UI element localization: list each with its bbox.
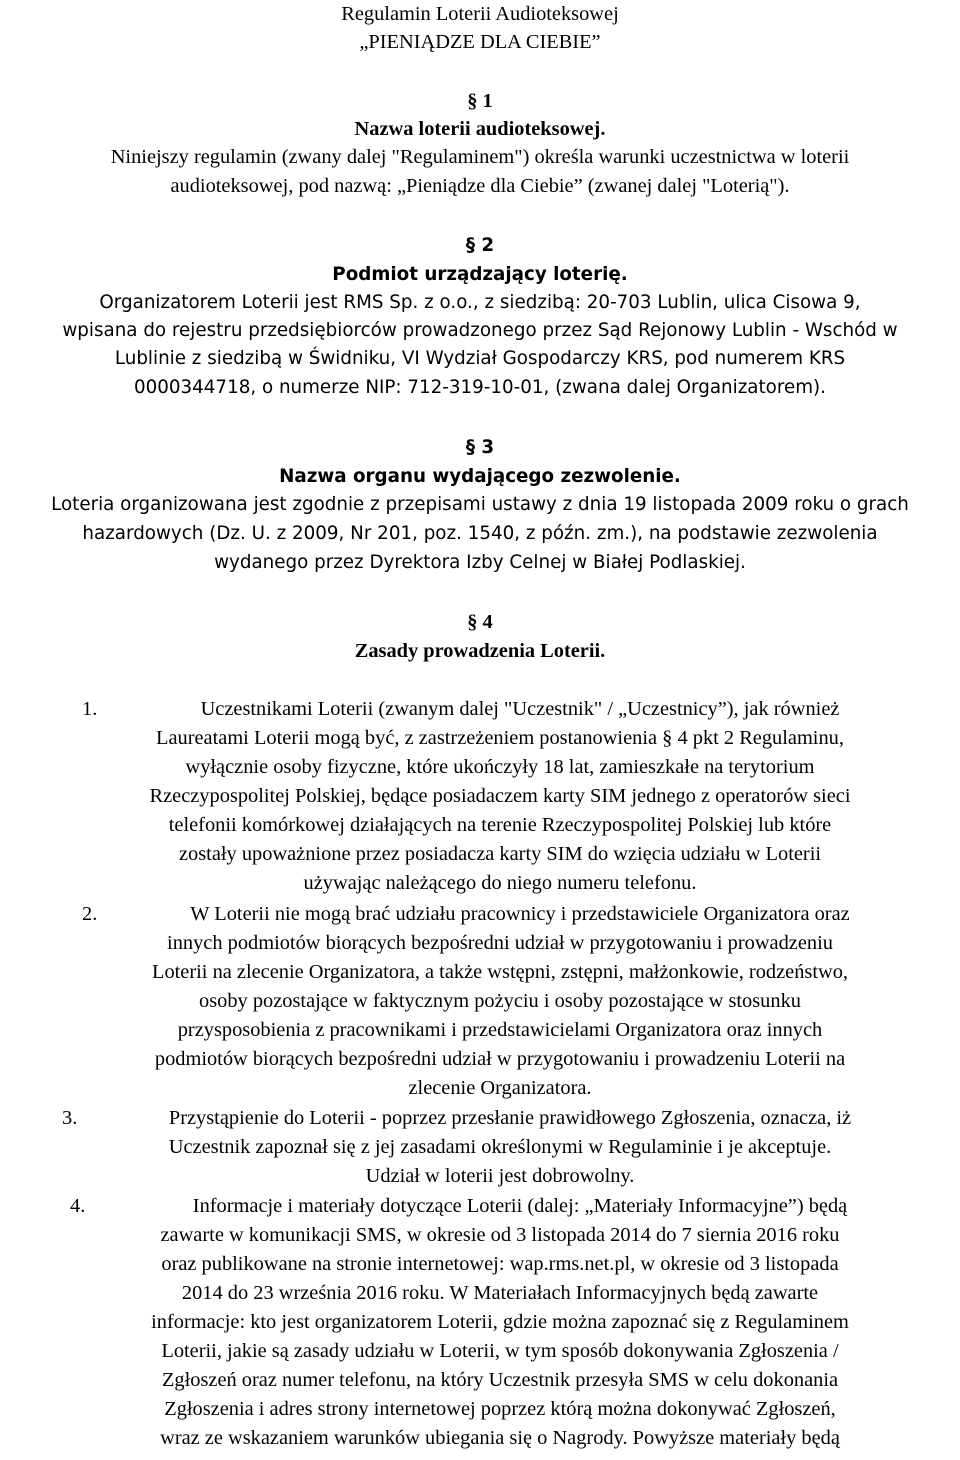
section-2-text-line: wpisana do rejestru przedsiębiorców prowadzonego przez Sąd Rejonowy Lublin - Wschód w: [62, 320, 898, 341]
item-4-text-line: oraz publikowane na stronie internetowej: wap.rms.net.pl, w okresie od 3 listopada: [161, 1253, 839, 1275]
section-3-heading: Nazwa organu wydającego zezwolenie.: [279, 466, 681, 487]
item-4-text-line: Zgłoszenia i adres strony internetowej poprzez którą można dokonywać Zgłoszeń,: [164, 1398, 836, 1420]
item-3-text-line: Przystąpienie do Loterii - poprzez przesłanie prawidłowego Zgłoszenia, oznacza, iż: [168, 1107, 852, 1129]
item-4-text-line: Zgłoszeń oraz numer telefonu, na który Uczestnik przesyła SMS w celu dokonania: [161, 1369, 839, 1391]
item-3-text-line: Udział w loterii jest dobrowolny.: [365, 1165, 635, 1187]
item-4-text-line: wraz ze wskazaniem warunków ubiegania się o Nagrody. Powyższe materiały będą: [160, 1427, 840, 1449]
item-4-text-line: 2014 do 23 września 2016 roku. W Materiałach Informacyjnych będą zawarte: [181, 1282, 819, 1304]
item-2-text-line: innych podmiotów biorących bezpośredni udział w przygotowaniu i prowadzeniu: [167, 932, 833, 954]
section-2-text-line: Organizatorem Loterii jest RMS Sp. z o.o., z siedzibą: 20-703 Lublin, ulica Cisowa 9,: [99, 292, 861, 313]
item-2-text-line: osoby pozostające w faktycznym pożyciu i osoby pozostające w stosunku: [199, 990, 801, 1012]
item-3-text-line: Uczestnik zapoznał się z jej zasadami określonymi w Regulaminie i je akceptuje.: [168, 1136, 832, 1158]
item-1-text-line: Laureatami Loterii mogą być, z zastrzeżeniem postanowienia § 4 pkt 2 Regulaminu,: [156, 727, 844, 749]
section-3-text-line: Loteria organizowana jest zgodnie z przepisami ustawy z dnia 19 listopada 2009 roku o grach: [51, 494, 909, 515]
item-2-text-line: W Loterii nie mogą brać udziału pracownicy i przedstawiciele Organizatora oraz: [190, 903, 850, 925]
section-3-text-line: hazardowych (Dz. U. z 2009, Nr 201, poz. 1540, z późn. zm.), na podstawie zezwolenia: [82, 523, 878, 544]
section-1-marker: § 1: [467, 90, 493, 112]
item-4-text-line: informacje: kto jest organizatorem Loterii, gdzie można zapoznać się z Regulaminem: [151, 1311, 849, 1333]
item-1-text-line: używając należącego do niego numeru telefonu.: [303, 872, 697, 894]
document-title: Regulamin Loterii Audioteksowej: [341, 3, 619, 25]
item-2-number: 2.: [82, 903, 98, 925]
section-2-marker: § 2: [465, 235, 495, 256]
item-4-text-line: Loterii, jakie są zasady udziału w Loterii, w tym sposób dokonywania Zgłoszenia /: [161, 1340, 839, 1362]
item-1-number: 1.: [82, 698, 98, 720]
item-1-text-line: zostały upoważnione przez posiadacza karty SIM do wzięcia udziału w Loterii: [178, 843, 822, 865]
lottery-name: „PIENIĄDZE DLA CIEBIE”: [359, 31, 601, 53]
section-2-heading: Podmiot urządzający loterię.: [332, 264, 628, 285]
item-2-text-line: przysposobienia z pracownikami i przedstawicielami Organizatora oraz innych: [177, 1019, 823, 1041]
section-4-marker: § 4: [467, 611, 493, 633]
item-1-text-line: Uczestnikami Loterii (zwanym dalej "Uczestnik" / „Uczestnicy”), jak również: [200, 698, 840, 720]
section-1-heading: Nazwa loterii audioteksowej.: [354, 118, 606, 140]
section-3-marker: § 3: [465, 437, 495, 458]
section-3-text-line: wydanego przez Dyrektora Izby Celnej w Białej Podlaskiej.: [214, 552, 746, 573]
item-4-number: 4.: [70, 1195, 86, 1217]
item-2-text-line: podmiotów biorących bezpośredni udział w przygotowaniu i prowadzeniu Loterii na: [154, 1048, 846, 1070]
item-1-text-line: wyłącznie osoby fizyczne, które ukończyły 18 lat, zamieszkałe na terytorium: [185, 756, 815, 778]
item-1-text-line: telefonii komórkowej działających na terenie Rzeczypospolitej Polskiej lub które: [168, 814, 832, 836]
item-1-text-line: Rzeczypospolitej Polskiej, będące posiadaczem karty SIM jednego z operatorów sieci: [149, 785, 851, 807]
section-2-text-line: Lublinie z siedzibą w Świdniku, VI Wydział Gospodarczy KRS, pod numerem KRS: [114, 348, 846, 369]
section-4-heading: Zasady prowadzenia Loterii.: [354, 640, 606, 662]
section-1-text-line: audioteksowej, pod nazwą: „Pieniądze dla Ciebie” (zwanej dalej "Loterią").: [170, 175, 790, 197]
item-2-text-line: zlecenie Organizatora.: [408, 1077, 592, 1099]
section-1-text-line: Niniejszy regulamin (zwany dalej "Regulaminem") określa warunki uczestnictwa w loterii: [110, 146, 850, 168]
item-3-number: 3.: [62, 1107, 78, 1129]
item-4-text-line: zawarte w komunikacji SMS, w okresie od 3 listopada 2014 do 7 siernia 2016 roku: [160, 1224, 840, 1246]
section-2-text-line: 0000344718, o numerze NIP: 712-319-10-01, (zwana dalej Organizatorem).: [134, 377, 826, 398]
item-4-text-line: Informacje i materiały dotyczące Loterii (dalej: „Materiały Informacyjne”) będą: [192, 1195, 848, 1217]
item-2-text-line: Loterii na zlecenie Organizatora, a także wstępni, zstępni, małżonkowie, rodzeństwo,: [151, 961, 849, 983]
